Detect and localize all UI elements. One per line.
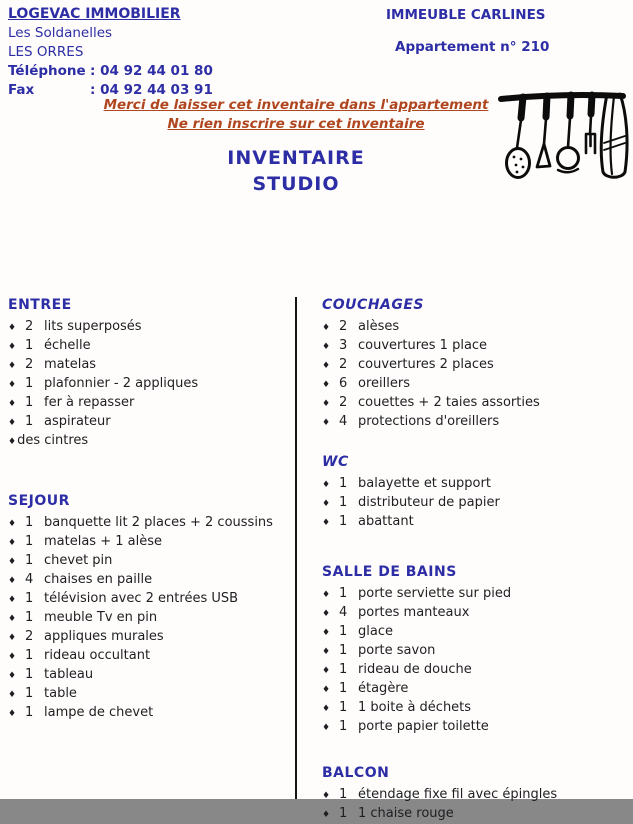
inventory-item — [8, 628, 288, 647]
item-quantity: 1 — [339, 586, 348, 601]
bullet-icon: ♦ — [8, 361, 17, 371]
bullet-icon: ♦ — [322, 590, 331, 600]
inventory-item — [8, 552, 288, 571]
item-label: étendage fixe fil avec épingles — [358, 787, 558, 802]
fork-icon — [586, 95, 595, 153]
item-label: balayette et support — [358, 476, 491, 491]
bullet-icon: ♦ — [322, 499, 331, 509]
section-heading: SALLE DE BAINS — [322, 564, 457, 580]
inventory-item — [322, 718, 622, 737]
item-label: chaises en paille — [44, 572, 153, 587]
bullet-icon: ♦ — [322, 380, 331, 390]
bullet-icon: ♦ — [322, 323, 331, 333]
item-label: oreillers — [358, 376, 410, 391]
item-label: échelle — [44, 338, 91, 353]
inventory-item — [8, 571, 288, 590]
item-label: table — [44, 686, 77, 701]
inventory-item — [8, 590, 288, 609]
bullet-icon: ♦ — [8, 399, 17, 409]
inventory-section-wc — [322, 453, 622, 532]
bullet-icon: ♦ — [322, 399, 331, 409]
phone-number: : 04 92 44 01 80 — [90, 63, 213, 79]
item-label: banquette lit 2 places + 2 coussins — [44, 515, 273, 530]
bullet-icon: ♦ — [322, 723, 331, 733]
inventory-item — [8, 647, 288, 666]
item-label: porte papier toilette — [358, 719, 489, 734]
title-line-1: INVENTAIRE — [227, 147, 365, 169]
item-label: couettes + 2 taies assorties — [358, 395, 540, 410]
item-label: télévision avec 2 entrées USB — [44, 591, 239, 606]
inventory-item — [8, 394, 288, 413]
item-quantity: 1 — [25, 591, 34, 606]
item-quantity: 1 — [25, 376, 34, 391]
bullet-icon: ♦ — [322, 480, 331, 490]
item-label: chevet pin — [44, 553, 113, 568]
slotted-spoon-icon — [507, 97, 530, 178]
item-label: distributeur de papier — [358, 495, 500, 510]
bullet-icon: ♦ — [8, 323, 17, 333]
inventory-left-column — [8, 296, 288, 723]
bullet-icon: ♦ — [322, 628, 331, 638]
item-quantity: 1 — [25, 515, 34, 530]
item-label: lampe de chevet — [44, 705, 154, 720]
inventory-item — [322, 375, 622, 394]
building-header-block — [386, 7, 549, 55]
bullet-icon: ♦ — [8, 709, 17, 719]
fax-label: Fax — [8, 82, 35, 98]
item-label: aspirateur — [44, 414, 111, 429]
inventory-item — [322, 494, 622, 513]
item-label: porte serviette sur pied — [358, 586, 512, 601]
item-quantity: 1 — [339, 624, 348, 639]
item-quantity: 2 — [339, 395, 348, 410]
item-quantity: 1 — [25, 534, 34, 549]
item-quantity: 1 — [25, 648, 34, 663]
bullet-icon: ♦ — [322, 342, 331, 352]
item-quantity: 1 — [25, 686, 34, 701]
inventory-section-balcon — [322, 764, 622, 824]
item-quantity: 2 — [25, 629, 34, 644]
item-quantity: 2 — [339, 357, 348, 372]
inventory-item — [8, 533, 288, 552]
phone-line — [8, 62, 213, 81]
inventory-item — [8, 356, 288, 375]
item-quantity: 1 — [25, 553, 34, 568]
bullet-icon: ♦ — [8, 437, 17, 447]
item-quantity: 2 — [339, 319, 348, 334]
item-label: porte savon — [358, 643, 436, 658]
inventory-item — [322, 585, 622, 604]
item-label: matelas — [44, 357, 97, 372]
inventory-item — [8, 318, 288, 337]
inventory-item — [8, 375, 288, 394]
section-heading: BALCON — [322, 765, 390, 781]
notice-line-2: Ne rien inscrire sur cet inventaire — [167, 116, 425, 132]
inventory-item — [8, 704, 288, 723]
bullet-icon: ♦ — [322, 609, 331, 619]
item-label: rideau de douche — [358, 662, 472, 677]
notice-line-1: Merci de laisser cet inventaire dans l'appartement — [103, 97, 489, 113]
item-quantity: 1 — [339, 476, 348, 491]
item-quantity: 4 — [339, 414, 348, 429]
inventory-item — [322, 604, 622, 623]
bullet-icon: ♦ — [322, 685, 331, 695]
bullet-icon: ♦ — [8, 418, 17, 428]
inventory-item — [8, 514, 288, 533]
building-name: IMMEUBLE CARLINES — [386, 7, 546, 23]
item-quantity: 1 — [339, 514, 348, 529]
bullet-icon: ♦ — [8, 342, 17, 352]
item-label: 1 chaise rouge — [358, 806, 454, 821]
item-label: 1 boite à déchets — [358, 700, 472, 715]
item-quantity: 2 — [25, 319, 34, 334]
inventory-section-entree — [8, 296, 288, 451]
fax-number: : 04 92 44 03 91 — [90, 82, 213, 98]
inventory-item — [322, 786, 622, 805]
item-label: des cintres — [17, 433, 89, 448]
section-heading: ENTREE — [8, 297, 72, 313]
inventory-item — [8, 666, 288, 685]
item-quantity: 1 — [25, 395, 34, 410]
bullet-icon: ♦ — [322, 361, 331, 371]
inventory-item — [322, 642, 622, 661]
inventory-item — [8, 685, 288, 704]
item-label: abattant — [358, 514, 414, 529]
item-quantity: 1 — [25, 414, 34, 429]
bullet-icon: ♦ — [322, 704, 331, 714]
bullet-icon: ♦ — [8, 690, 17, 700]
item-quantity: 3 — [339, 338, 348, 353]
bullet-icon: ♦ — [322, 666, 331, 676]
item-label: fer à repasser — [44, 395, 135, 410]
item-quantity: 1 — [25, 338, 34, 353]
item-label: portes manteaux — [358, 605, 470, 620]
item-label: couvertures 1 place — [358, 338, 488, 353]
item-quantity: 1 — [339, 700, 348, 715]
bullet-icon: ♦ — [322, 518, 331, 528]
item-quantity: 1 — [339, 662, 348, 677]
bullet-icon: ♦ — [8, 576, 17, 586]
inventory-item — [8, 413, 288, 432]
bullet-icon: ♦ — [8, 538, 17, 548]
inventory-item — [322, 805, 622, 824]
item-label: rideau occultant — [44, 648, 151, 663]
scraper-icon — [537, 96, 550, 167]
inventory-item — [322, 475, 622, 494]
item-label: matelas + 1 alèse — [44, 534, 162, 549]
apartment-number: Appartement n° 210 — [395, 39, 550, 55]
bullet-icon: ♦ — [8, 380, 17, 390]
inventory-item — [322, 623, 622, 642]
inventory-right-column — [322, 296, 622, 824]
item-quantity: 2 — [25, 357, 34, 372]
item-label: étagère — [358, 681, 409, 696]
inventory-item — [322, 356, 622, 375]
agency-header-block — [8, 5, 213, 100]
inventory-item — [322, 699, 622, 718]
kitchen-utensils-rack-icon — [494, 86, 632, 202]
inventory-item — [322, 394, 622, 413]
bullet-icon: ♦ — [8, 595, 17, 605]
inventory-section-sejour — [8, 492, 288, 723]
bullet-icon: ♦ — [322, 418, 331, 428]
bullet-icon: ♦ — [8, 614, 17, 624]
item-label: lits superposés — [44, 319, 142, 334]
item-label: tableau — [44, 667, 94, 682]
item-quantity: 1 — [25, 610, 34, 625]
item-quantity: 1 — [339, 643, 348, 658]
title-line-2: STUDIO — [252, 173, 340, 195]
phone-label: Téléphone — [8, 63, 86, 79]
item-quantity: 4 — [25, 572, 34, 587]
inventory-item — [322, 318, 622, 337]
item-quantity: 1 — [339, 719, 348, 734]
inventory-section-salle-de-bains — [322, 563, 622, 737]
agency-name: LOGEVAC IMMOBILIER — [8, 6, 181, 22]
item-quantity: 1 — [339, 806, 348, 821]
item-label: glace — [358, 624, 393, 639]
item-label: couvertures 2 places — [358, 357, 494, 372]
section-heading: COUCHAGES — [322, 297, 425, 313]
item-quantity: 6 — [339, 376, 348, 391]
item-quantity: 1 — [339, 495, 348, 510]
section-heading: SEJOUR — [8, 493, 70, 509]
item-label: plafonnier - 2 appliques — [44, 376, 199, 391]
inventory-item — [322, 513, 622, 532]
item-quantity: 1 — [25, 667, 34, 682]
bullet-icon: ♦ — [8, 633, 17, 643]
column-divider — [295, 297, 297, 799]
item-label: appliques murales — [44, 629, 164, 644]
ladle-icon — [558, 95, 579, 172]
inventory-item — [322, 661, 622, 680]
agency-address-line-1: Les Soldanelles — [8, 25, 113, 41]
item-quantity: 4 — [339, 605, 348, 620]
item-quantity: 1 — [339, 681, 348, 696]
item-quantity: 1 — [25, 705, 34, 720]
bullet-icon: ♦ — [8, 519, 17, 529]
towel-icon — [601, 94, 627, 177]
inventory-item — [8, 609, 288, 628]
inventory-item — [8, 432, 288, 451]
bullet-icon: ♦ — [322, 810, 331, 820]
inventory-item — [322, 413, 622, 432]
agency-address-line-2: LES ORRES — [8, 44, 84, 60]
inventory-item — [322, 337, 622, 356]
bullet-icon: ♦ — [8, 557, 17, 567]
section-heading: WC — [322, 454, 349, 470]
bullet-icon: ♦ — [8, 671, 17, 681]
bullet-icon: ♦ — [8, 652, 17, 662]
inventory-item — [322, 680, 622, 699]
item-label: meuble Tv en pin — [44, 610, 158, 625]
inventory-section-couchages — [322, 296, 622, 432]
bullet-icon: ♦ — [322, 791, 331, 801]
inventory-item — [8, 337, 288, 356]
item-quantity: 1 — [339, 787, 348, 802]
item-label: alèses — [358, 319, 400, 334]
bullet-icon: ♦ — [322, 647, 331, 657]
item-label: protections d'oreillers — [358, 414, 500, 429]
